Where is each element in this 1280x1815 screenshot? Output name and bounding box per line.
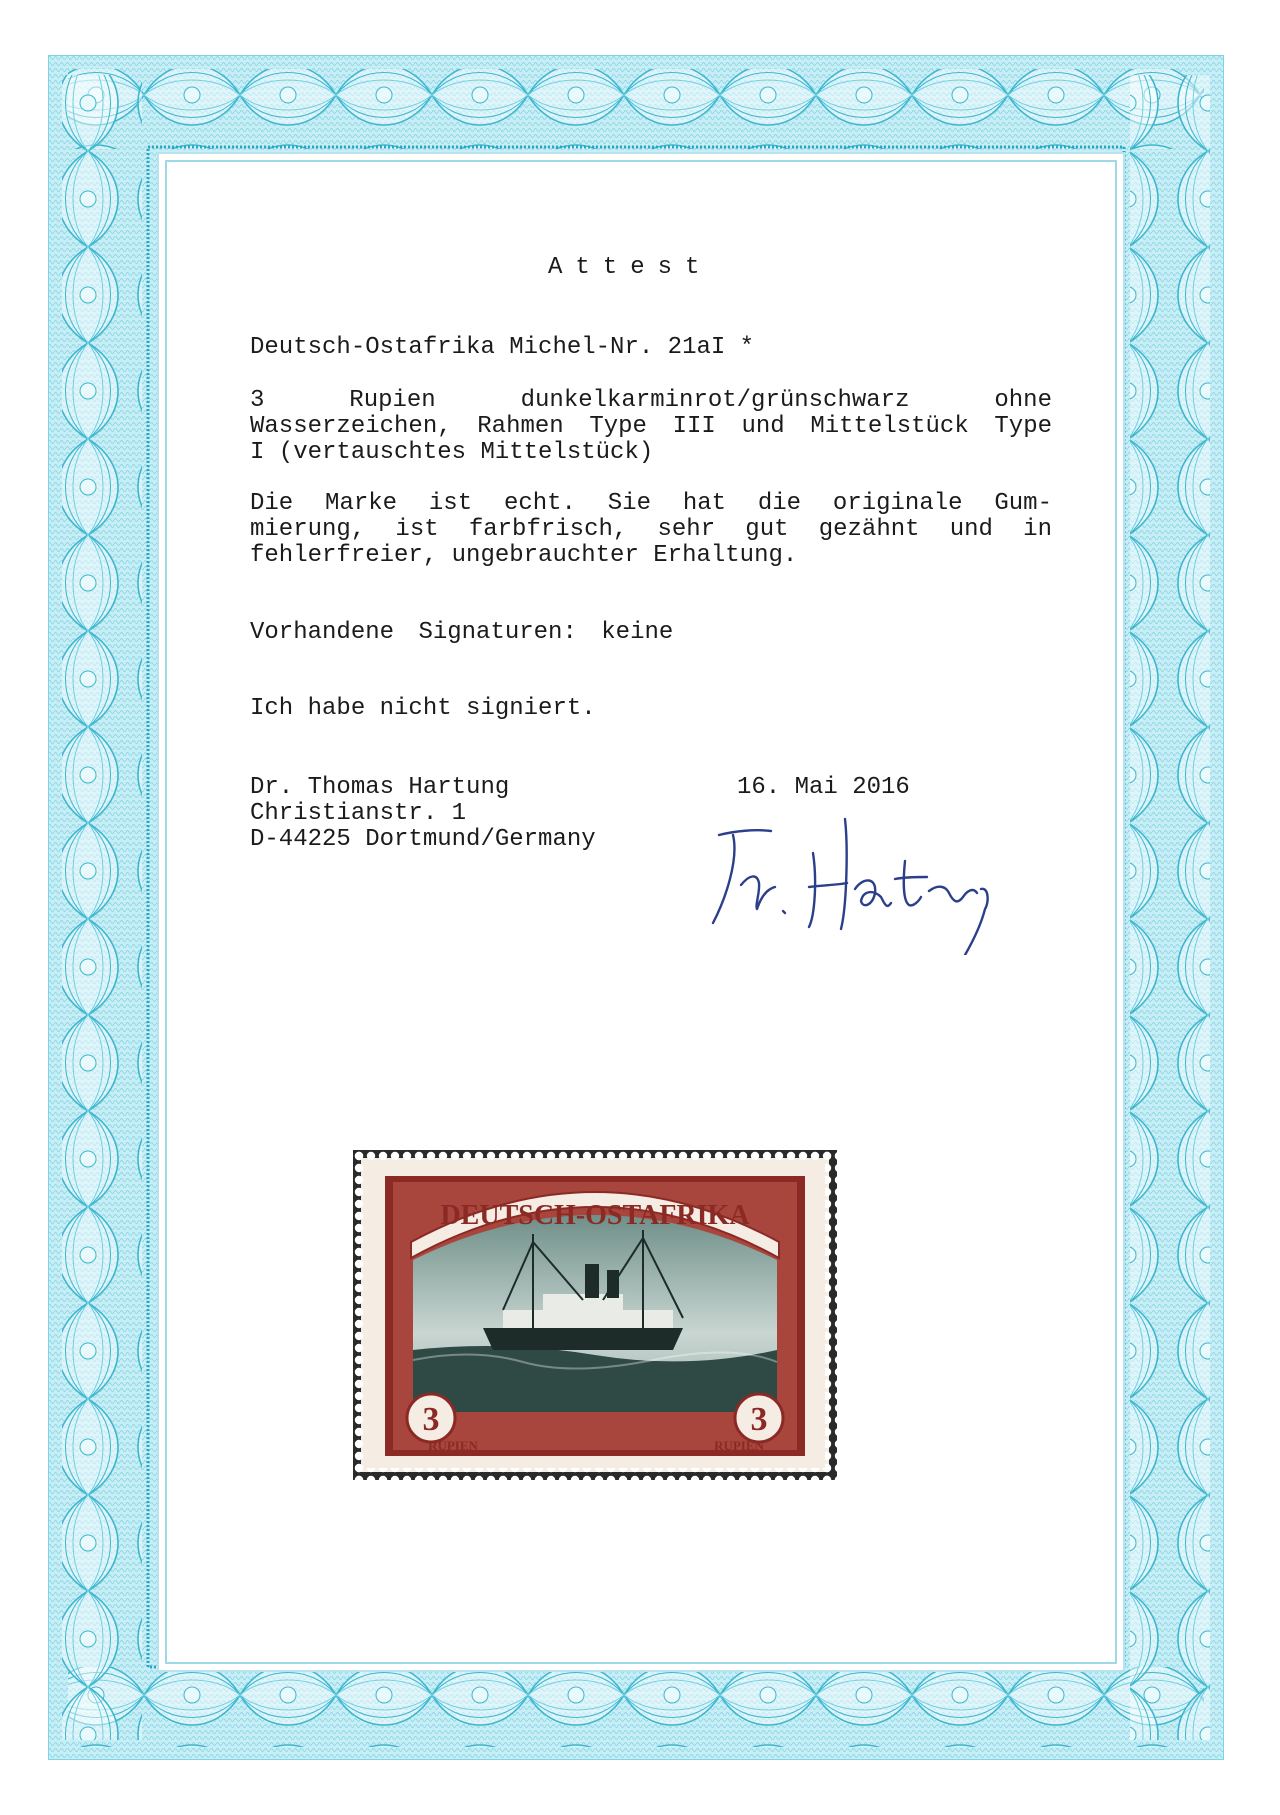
assessment-line-3: fehlerfreier, ungebrauchter Erhaltung. [250,542,798,569]
word: Type [589,413,647,440]
word: Type [994,413,1052,440]
word: originale [832,490,963,517]
assessment-line-1 [250,491,1052,517]
signatures-value: keine [601,619,674,646]
handwritten-signature [705,805,1045,955]
word: Wasserzeichen, [250,413,452,440]
signatures-label-1: Vorhandene [250,619,395,646]
issuer-city: D-44225 Dortmund/Germany [250,826,596,853]
certificate-title: Attest [548,254,713,281]
word: Rahmen [477,413,564,440]
word: Gum- [994,490,1052,517]
word: Mittelstück [810,413,969,440]
word: sehr [657,516,716,543]
word: echt. [503,490,576,517]
word: und [741,413,785,440]
issuer-street: Christianstr. 1 [250,800,467,827]
word: ist [428,490,473,517]
description-line-3: I (vertauschtes Mittelstück) [250,439,654,466]
stamp-unit-right: RUPIEN [714,1438,764,1453]
word: dunkelkarminrot/grünschwarz [520,387,910,414]
issuer-name: Dr. Thomas Hartung [250,774,510,801]
stamp-country-text: DEUTSCH-OSTAFRIKA [440,1200,750,1231]
word: in [1023,516,1052,543]
not-signed-statement: Ich habe nicht signiert. [250,695,596,722]
word: gezähnt [818,516,920,543]
certificate-date: 16. Mai 2016 [737,774,910,801]
signatures-line [250,620,673,646]
word: Die [250,490,294,517]
word: 3 [250,387,265,414]
description-line-2 [250,414,1052,440]
word: farbfrisch, [468,516,628,543]
word: Rupien [349,387,436,414]
assessment-line-2 [250,517,1052,543]
subject-line: Deutsch-Ostafrika Michel-Nr. 21aI * [250,334,755,361]
stamp-unit-left: RUPIEN [428,1438,478,1453]
signatures-label-2: Signaturen: [418,619,577,646]
word: die [757,490,802,517]
word: III [672,413,716,440]
word: und [949,516,993,543]
word: hat [682,490,727,517]
word: Marke [325,490,398,517]
word: gut [745,516,789,543]
stamp-value-right: 3 [750,1401,768,1438]
word: ist [395,516,439,543]
stamp-value-left: 3 [422,1401,440,1438]
description-line-1 [250,388,1052,414]
postage-stamp [353,1150,837,1480]
word: ohne [994,387,1052,414]
word: mierung, [250,516,366,543]
word: Sie [607,490,651,517]
